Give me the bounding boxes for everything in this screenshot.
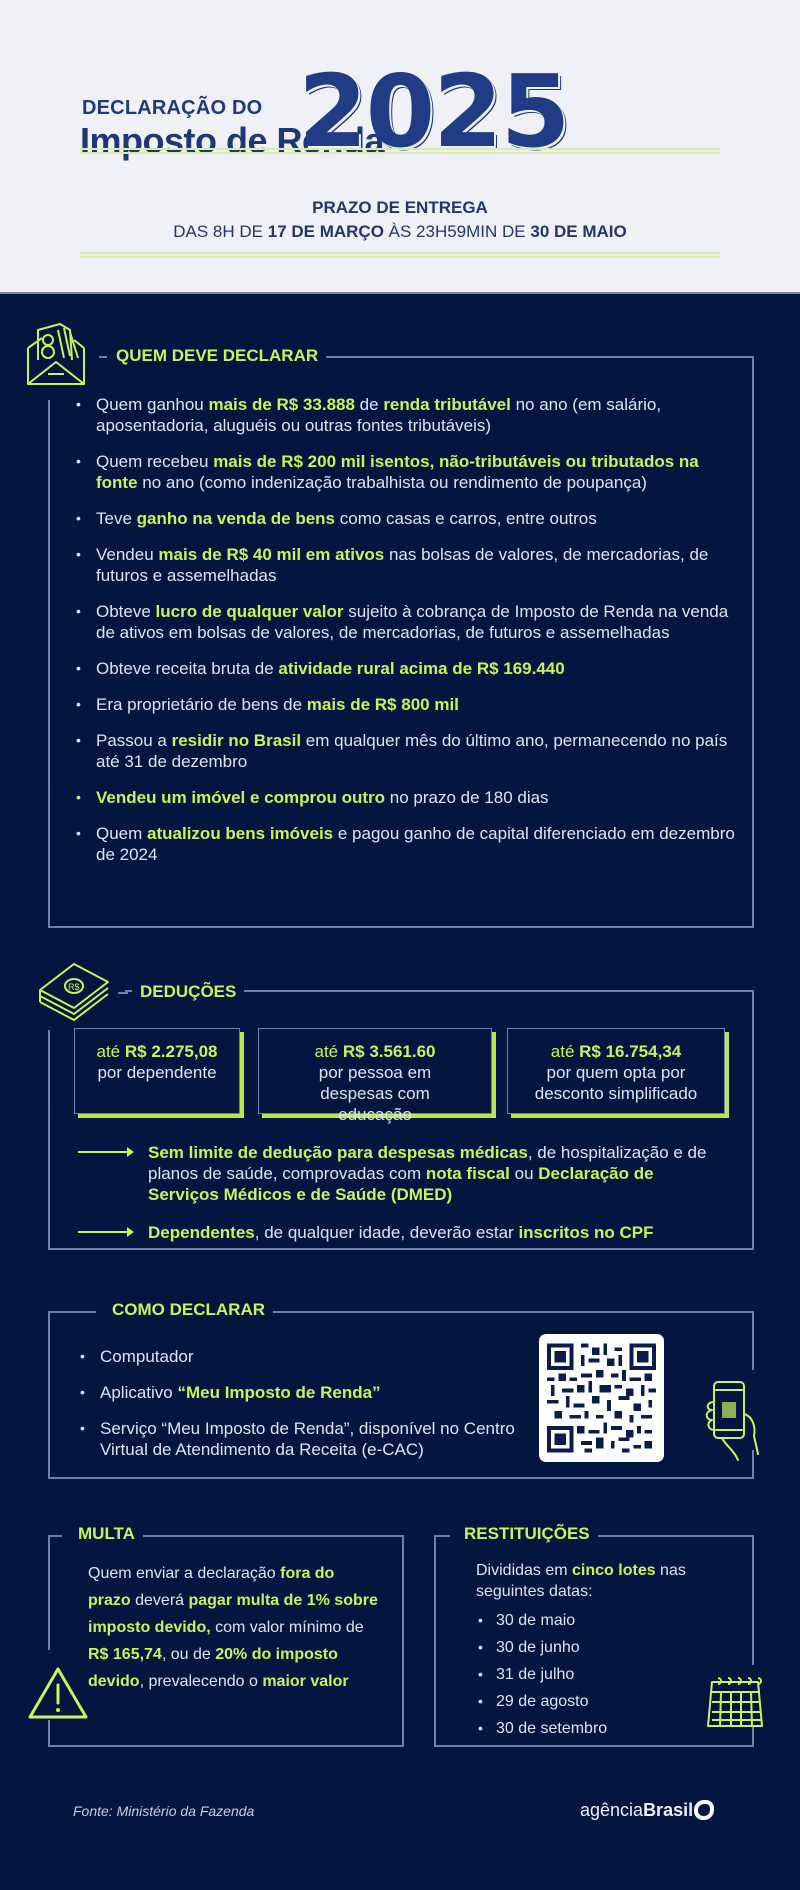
date-item: • 30 de junho xyxy=(478,1637,698,1658)
deadline-label: PRAZO DE ENTREGA xyxy=(312,198,488,217)
note-text xyxy=(148,1142,708,1205)
deduction-amount xyxy=(259,1041,491,1062)
list-item xyxy=(76,730,736,772)
highlight-text: 20% do imposto devido xyxy=(88,1646,338,1690)
body-text: Teve xyxy=(96,509,137,528)
highlight-text: Sem limite de dedução para despesas médicas xyxy=(148,1143,528,1162)
hand-phone-qr-icon xyxy=(704,1380,760,1462)
highlight-text: R$ 165,74 xyxy=(88,1646,162,1663)
list-item xyxy=(76,601,736,643)
title-dash xyxy=(118,992,128,994)
arrow-right-icon xyxy=(78,1151,132,1153)
body-text: , prevalecendo o xyxy=(139,1673,263,1690)
highlight-text: Vendeu um imóvel e comprou outro xyxy=(96,788,386,807)
mask xyxy=(62,1530,70,1538)
list-item xyxy=(76,508,736,529)
restituicoes-dates xyxy=(478,1610,698,1745)
highlight-text: ganho na venda de bens xyxy=(136,509,336,528)
body-text: Aplicativo xyxy=(100,1383,178,1402)
body-text: ou xyxy=(509,1164,539,1183)
qr-code-icon xyxy=(547,1342,656,1454)
body-text: sujeito à cobrança de Imposto de Renda na venda de ativos em bolsas de valores, de mercadorias, de futuros e assemelhadas xyxy=(96,602,729,642)
money-stack-icon xyxy=(34,956,114,1022)
list-item xyxy=(76,394,736,436)
envelope-money-icon xyxy=(24,318,88,388)
section-title-multa: MULTA xyxy=(70,1524,143,1544)
header-year: 2025 xyxy=(298,53,569,170)
body-text: Obteve receita bruta de xyxy=(96,659,279,678)
body-text: Serviço “Meu Imposto de Renda”, disponível no Centro Virtual de Atendimento da Receita (e-CAC) xyxy=(100,1419,515,1459)
header-divider-top xyxy=(80,148,720,154)
body-text: Passou a xyxy=(96,731,172,750)
body-text: em qualquer mês do último ano, permanecendo no país até 31 de dezembro xyxy=(96,731,728,771)
body-text: , de hospitalização e de planos de saúde, comprovadas com xyxy=(148,1143,707,1183)
section-title-quem-deve-declarar: QUEM DEVE DECLARAR xyxy=(108,346,326,366)
body-text: como casas e carros, entre outros xyxy=(335,509,597,528)
deduction-prefix: até xyxy=(314,1042,343,1061)
body-text: no ano (em salário, aposentadoria, aluguéis ou outras fontes tributáveis) xyxy=(96,395,662,435)
source-credit: Fonte: Ministério da Fazenda xyxy=(73,1803,255,1819)
deduction-card-simplificado xyxy=(507,1028,725,1114)
deduction-prefix: até xyxy=(96,1042,125,1061)
section-title-deducoes: DEDUÇÕES xyxy=(132,982,244,1002)
body-text: Divididas em xyxy=(476,1562,573,1579)
title-dash xyxy=(99,356,107,358)
highlight-text: renda tributável xyxy=(383,395,511,414)
deduction-value: R$ 3.561.60 xyxy=(342,1042,436,1061)
highlight-text: inscritos no CPF xyxy=(518,1223,654,1242)
highlight-text: pagar multa de 1% sobre imposto devido, xyxy=(88,1592,378,1636)
header-pretitle: DECLARAÇÃO DO xyxy=(82,97,263,119)
date-item: • 30 de maio xyxy=(478,1610,698,1631)
highlight-text: nota fiscal xyxy=(425,1164,510,1183)
quem-deve-declarar-list xyxy=(76,394,736,880)
highlight-text: mais de R$ 800 mil xyxy=(306,695,459,714)
note-text xyxy=(148,1222,748,1243)
header-title: Imposto de Renda xyxy=(80,120,385,161)
body-text: nas bolsas de valores, de mercadorias, de futuros e assemelhadas xyxy=(96,545,709,585)
body-text: , ou de xyxy=(161,1646,216,1663)
list-item xyxy=(80,1382,520,1403)
deadline-prefix: DAS 8H DE xyxy=(173,222,268,241)
calendar-icon xyxy=(704,1672,766,1732)
brazil-map-icon xyxy=(694,1800,714,1820)
highlight-text: Dependentes xyxy=(148,1223,255,1242)
list-item xyxy=(76,544,736,586)
restituicoes-intro xyxy=(476,1560,716,1602)
deduction-desc: por pessoa em despesas com educação xyxy=(318,1063,432,1124)
deduction-value: R$ 16.754,34 xyxy=(579,1042,682,1061)
body-text: Vendeu xyxy=(96,545,159,564)
highlight-text: fora do prazo xyxy=(88,1565,335,1609)
logo-bold: Brasil xyxy=(643,1800,694,1820)
date-item: • 30 de setembro xyxy=(478,1718,698,1739)
highlight-text: mais de R$ 33.888 xyxy=(208,395,355,414)
deduction-desc: por quem opta por desconto simplificado xyxy=(534,1063,698,1103)
highlight-text: atividade rural acima de R$ 169.440 xyxy=(278,659,565,678)
mask xyxy=(96,1305,104,1315)
deadline-end: 30 DE MAIO xyxy=(530,222,627,241)
deduction-value: R$ 2.275,08 xyxy=(124,1042,218,1061)
body-text: e pagou ganho de capital diferenciado em dezembro de 2024 xyxy=(96,824,735,864)
deduction-card-dependente xyxy=(74,1028,240,1114)
deadline-dates xyxy=(0,222,800,242)
highlight-text: Declaração de Serviços Médicos e de Saúde (DMED) xyxy=(148,1164,654,1204)
highlight-text: maior valor xyxy=(262,1673,349,1690)
arrow-right-icon xyxy=(78,1231,132,1233)
body-text: com valor mínimo de xyxy=(210,1619,364,1636)
como-declarar-list xyxy=(80,1346,520,1475)
body-text: Computador xyxy=(100,1347,194,1366)
deduction-desc: por dependente xyxy=(97,1063,217,1082)
svg-text:R$: R$ xyxy=(68,982,80,992)
agencia-brasil-logo[interactable] xyxy=(580,1800,714,1821)
multa-text xyxy=(88,1560,378,1695)
date-item: • 29 de agosto xyxy=(478,1691,698,1712)
date-item: • 31 de julho xyxy=(478,1664,698,1685)
warning-triangle-icon xyxy=(26,1665,90,1721)
body-text: no prazo de 180 dias xyxy=(385,788,549,807)
highlight-text: lucro de qualquer valor xyxy=(155,602,344,621)
section-title-como-declarar: COMO DECLARAR xyxy=(104,1300,273,1320)
header xyxy=(0,0,800,294)
deduction-amount xyxy=(508,1041,724,1062)
highlight-text: cinco lotes xyxy=(572,1562,656,1579)
body-text: de xyxy=(354,395,384,414)
body-text: Quem enviar a declaração xyxy=(88,1565,281,1582)
logo-prefix: agência xyxy=(580,1800,644,1820)
header-divider-bottom xyxy=(80,252,720,258)
body-text: nas seguintes datas: xyxy=(476,1562,686,1600)
body-text: , de qualquer idade, deverão estar xyxy=(254,1223,519,1242)
list-item xyxy=(80,1418,520,1460)
highlight-text: atualizou bens imóveis xyxy=(147,824,334,843)
body-text: Quem ganhou xyxy=(96,395,209,414)
highlight-text: mais de R$ 40 mil em ativos xyxy=(158,545,385,564)
deadline-start: 17 DE MARÇO xyxy=(267,222,384,241)
list-item xyxy=(76,694,736,715)
body-text: no ano (como indenização trabalhista ou rendimento de poupança) xyxy=(137,473,647,492)
body-text: Quem recebeu xyxy=(96,452,214,471)
body-text: Era proprietário de bens de xyxy=(96,695,307,714)
deadline-mid: ÀS 23H59MIN DE xyxy=(383,222,531,241)
list-item xyxy=(76,787,736,808)
deduction-amount xyxy=(75,1041,239,1062)
deduction-prefix: até xyxy=(550,1042,580,1061)
body-text: deverá xyxy=(130,1592,189,1609)
body-text: Obteve xyxy=(96,602,156,621)
qr-code[interactable] xyxy=(539,1334,664,1462)
highlight-text: mais de R$ 200 mil isentos, não-tributáveis ou tributados na fonte xyxy=(96,452,699,492)
list-item xyxy=(80,1346,520,1367)
list-item xyxy=(76,451,736,493)
list-item xyxy=(76,823,736,865)
section-title-restituicoes: RESTITUIÇÕES xyxy=(456,1524,598,1544)
highlight-text: residir no Brasil xyxy=(171,731,302,750)
mask xyxy=(450,1530,458,1538)
deduction-card-educacao xyxy=(258,1028,492,1124)
list-item xyxy=(76,658,736,679)
body-text: Quem xyxy=(96,824,148,843)
highlight-text: “Meu Imposto de Renda” xyxy=(177,1383,381,1402)
